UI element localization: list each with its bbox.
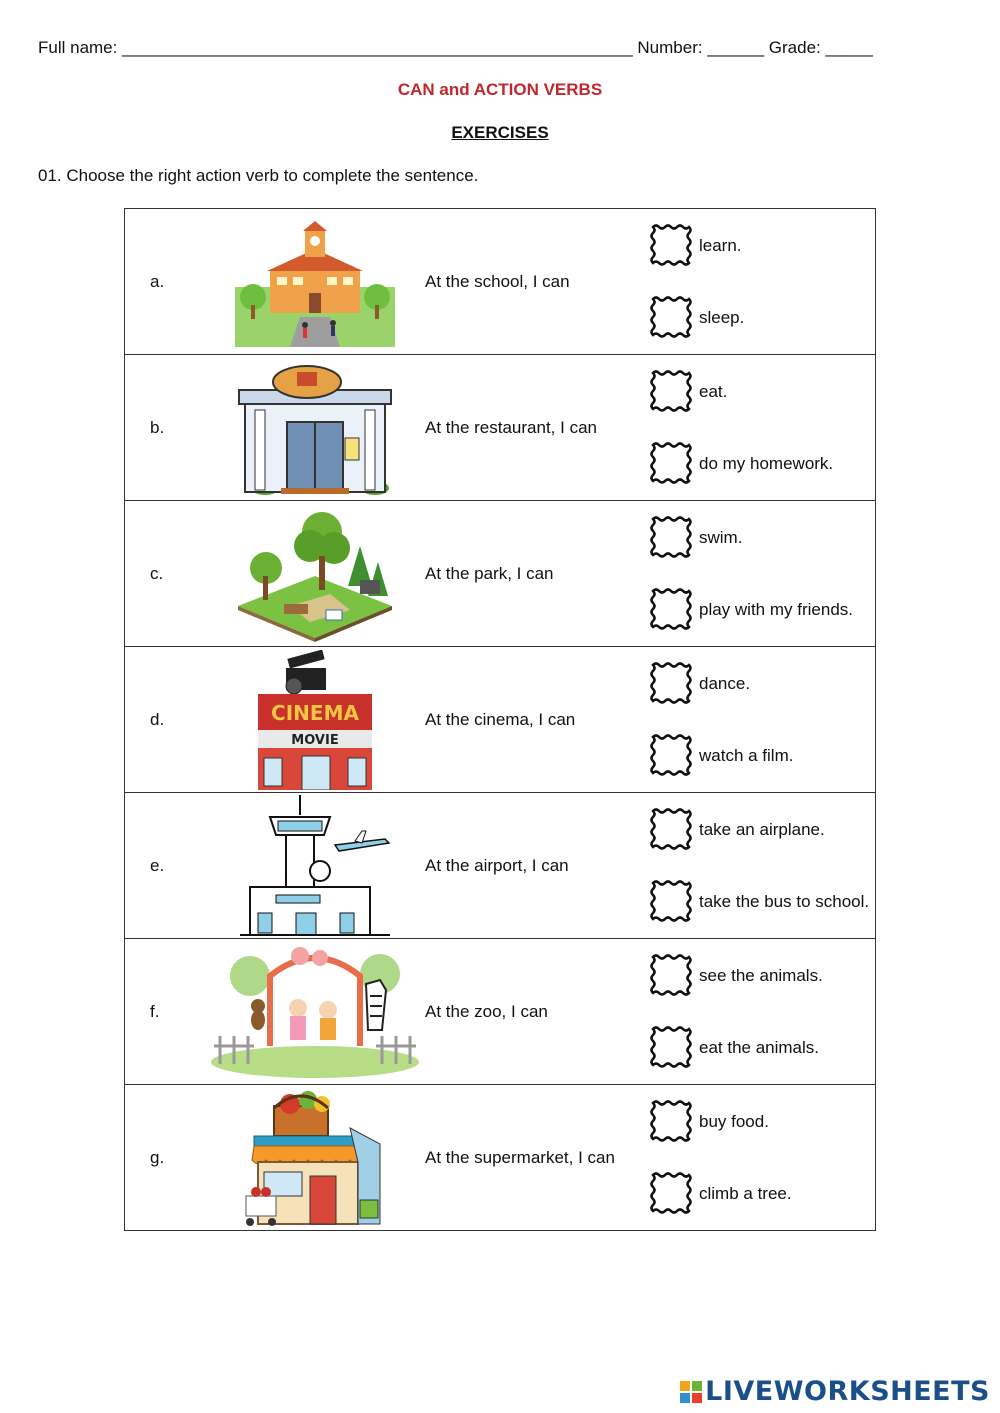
option — [647, 356, 875, 428]
option — [647, 1012, 875, 1084]
sentence-text: At the school, I can — [425, 209, 647, 355]
exercise-table — [124, 208, 876, 1231]
sentence-text: At the cinema, I can — [425, 647, 647, 793]
full-name-field[interactable]: ______________________________________________________ — [122, 38, 633, 57]
zoo-icon — [210, 946, 420, 1078]
option-label: swim. — [699, 527, 743, 547]
airport-icon — [240, 795, 390, 937]
checkbox[interactable] — [647, 1171, 693, 1217]
checkbox[interactable] — [647, 1099, 693, 1145]
sentence-text: At the zoo, I can — [425, 939, 647, 1085]
checkbox[interactable] — [647, 295, 693, 341]
option-label: play with my friends. — [699, 599, 853, 619]
cinema-sign: CINEMA — [271, 700, 359, 725]
option — [647, 720, 875, 792]
row-letter: c. — [125, 501, 206, 647]
checkbox[interactable] — [647, 223, 693, 269]
checkbox[interactable] — [647, 587, 693, 633]
option-label: eat. — [699, 381, 728, 401]
sentence-text: At the restaurant, I can — [425, 355, 647, 501]
option-label: eat the animals. — [699, 1037, 820, 1057]
sentence-text: At the park, I can — [425, 501, 647, 647]
row-letter: e. — [125, 793, 206, 939]
checkbox[interactable] — [647, 515, 693, 561]
table-row — [125, 939, 876, 1085]
table-row — [125, 355, 876, 501]
checkbox[interactable] — [647, 441, 693, 487]
checkbox[interactable] — [647, 953, 693, 999]
table-row — [125, 501, 876, 647]
school-icon — [235, 217, 395, 347]
section-heading: EXERCISES — [451, 123, 549, 142]
option — [647, 428, 875, 500]
park-icon — [230, 506, 400, 642]
option-label: see the animals. — [699, 965, 823, 985]
row-letter: b. — [125, 355, 206, 501]
checkbox[interactable] — [647, 661, 693, 707]
restaurant-icon — [225, 360, 405, 496]
liveworksheets-logo-icon — [680, 1381, 702, 1403]
option — [647, 574, 875, 646]
full-name-label: Full name: — [38, 38, 118, 57]
table-row — [125, 793, 876, 939]
option-label: climb a tree. — [699, 1183, 792, 1203]
option-label: take the bus to school. — [699, 891, 870, 911]
grade-field[interactable]: _____ — [825, 38, 873, 57]
supermarket-icon — [240, 1088, 390, 1228]
row-letter: a. — [125, 209, 206, 355]
checkbox[interactable] — [647, 807, 693, 853]
row-letter: f. — [125, 939, 206, 1085]
option-label: dance. — [699, 673, 751, 693]
option — [647, 794, 875, 866]
sentence-text: At the supermarket, I can — [425, 1085, 647, 1231]
logo-text: LIVEWORKSHEETS — [705, 1376, 990, 1407]
option — [647, 210, 875, 282]
option-label: sleep. — [699, 307, 745, 327]
option — [647, 866, 875, 938]
grade-label: Grade: — [768, 38, 821, 57]
number-label: Number: — [637, 38, 703, 57]
row-letter: g. — [125, 1085, 206, 1231]
checkbox[interactable] — [647, 879, 693, 925]
cinema-icon — [250, 650, 380, 790]
option-label: learn. — [699, 235, 742, 255]
option — [647, 1158, 875, 1230]
number-field[interactable]: ______ — [707, 38, 765, 57]
table-row — [125, 209, 876, 355]
footer-logo — [680, 1376, 990, 1407]
option — [647, 502, 875, 574]
option — [647, 1086, 875, 1158]
sentence-text: At the airport, I can — [425, 793, 647, 939]
table-row — [125, 1085, 876, 1231]
instruction-text: 01. Choose the right action verb to complete the sentence. — [38, 166, 479, 185]
header-line — [38, 38, 968, 58]
page-title: CAN and ACTION VERBS — [397, 80, 603, 99]
option-label: do my homework. — [699, 453, 834, 473]
checkbox[interactable] — [647, 733, 693, 779]
option — [647, 282, 875, 354]
option-label: take an airplane. — [699, 819, 825, 839]
option-label: watch a film. — [699, 745, 794, 765]
checkbox[interactable] — [647, 1025, 693, 1071]
checkbox[interactable] — [647, 369, 693, 415]
table-row — [125, 647, 876, 793]
row-letter: d. — [125, 647, 206, 793]
movie-sign: MOVIE — [291, 732, 339, 748]
option — [647, 648, 875, 720]
option-label: buy food. — [699, 1111, 769, 1131]
option — [647, 940, 875, 1012]
